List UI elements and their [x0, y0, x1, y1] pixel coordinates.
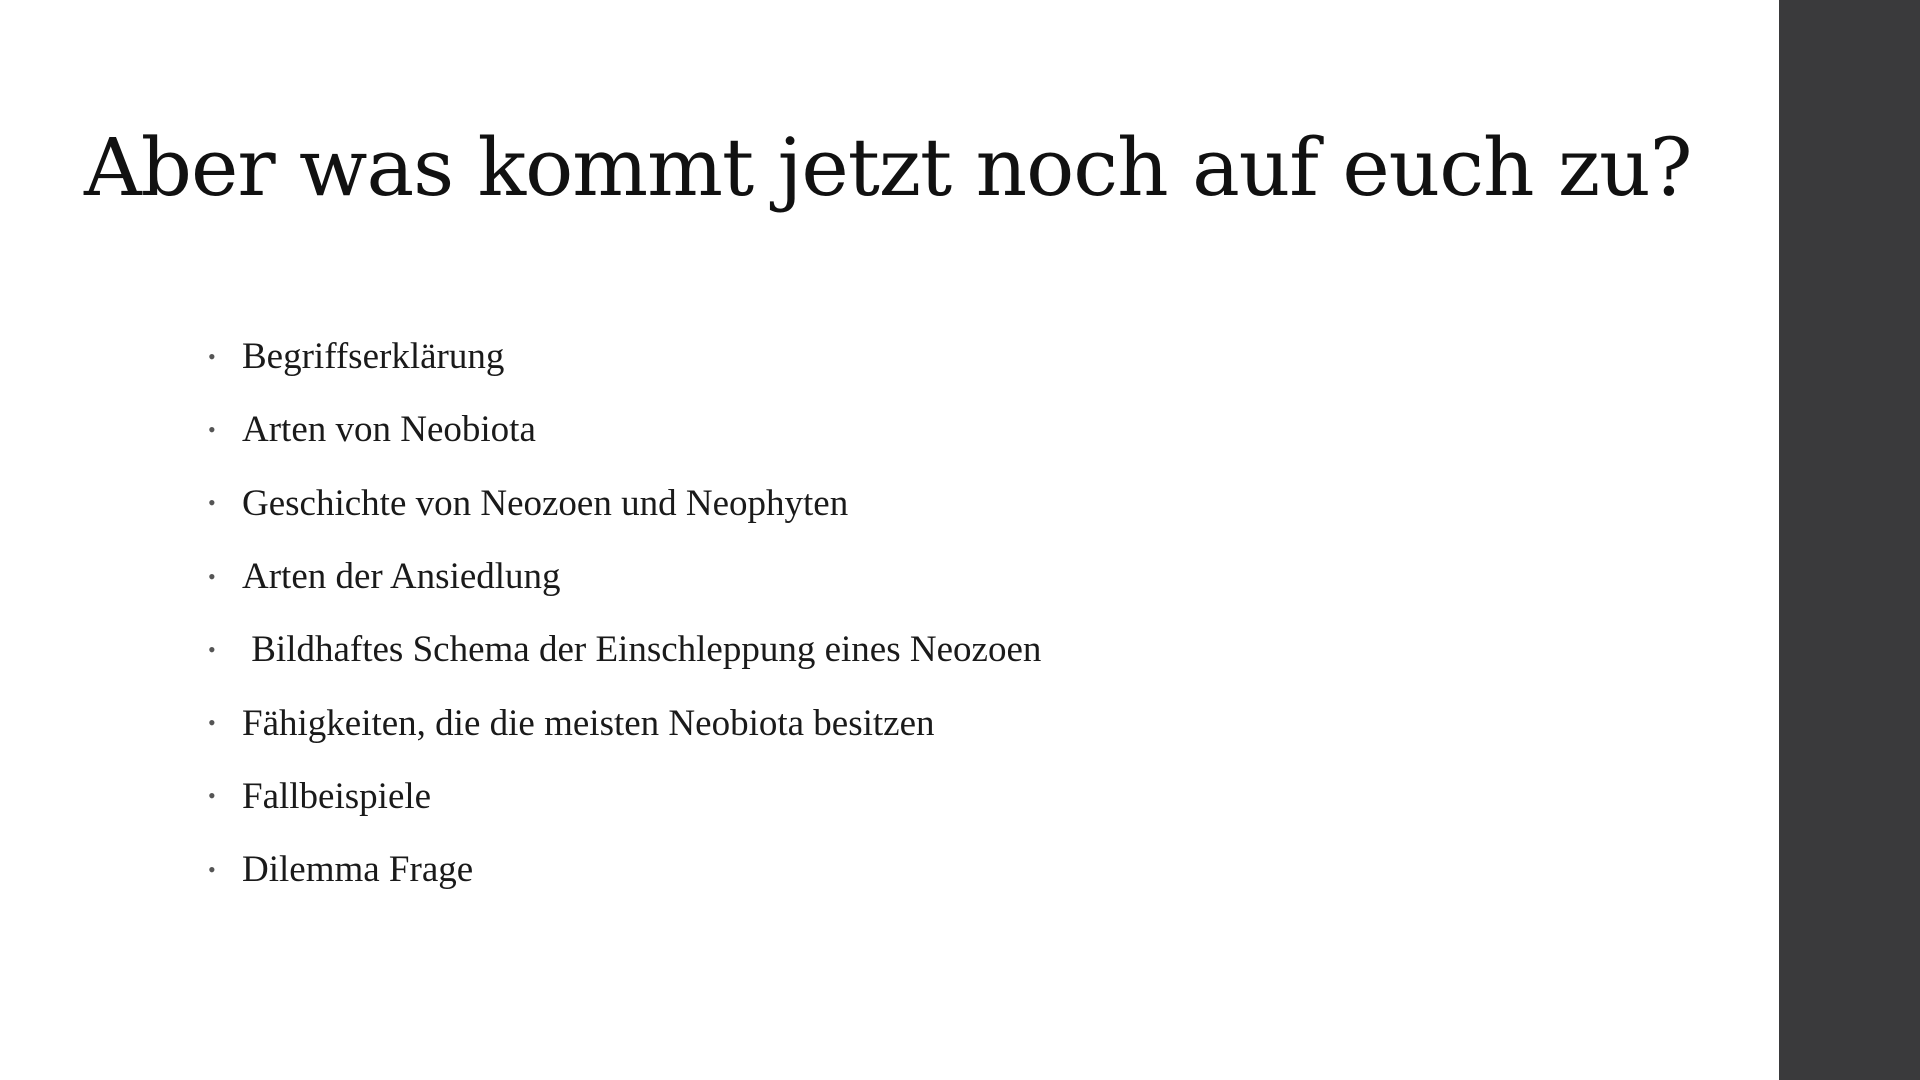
list-item-label: Fähigkeiten, die die meisten Neobiota besitzen [242, 702, 935, 744]
side-band [1779, 0, 1920, 1080]
list-item [208, 833, 1041, 906]
list-item [208, 540, 1041, 613]
bullet-icon: • [208, 490, 216, 516]
bullet-icon: • [208, 343, 216, 369]
bullet-icon: • [208, 636, 216, 662]
list-item-label: Dilemma Frage [242, 849, 474, 891]
list-item [208, 613, 1041, 686]
list-item-label: Begriffserklärung [242, 336, 505, 378]
list-item [208, 467, 1041, 540]
list-item [208, 320, 1041, 393]
bullet-icon: • [208, 856, 216, 882]
list-item-label: Fallbeispiele [242, 775, 432, 817]
bullet-icon: • [208, 710, 216, 736]
list-item-label: Bildhaftes Schema der Einschleppung eines Neozoen [242, 629, 1042, 671]
slide-title: Aber was kommt jetzt noch auf euch zu? [84, 121, 1692, 214]
list-item [208, 393, 1041, 466]
list-item [208, 686, 1041, 759]
bullet-icon: • [208, 563, 216, 589]
bullet-icon: • [208, 783, 216, 809]
list-item-label: Arten von Neobiota [242, 409, 536, 451]
bullet-icon: • [208, 416, 216, 442]
list-item-label: Geschichte von Neozoen und Neophyten [242, 482, 849, 524]
list-item-label: Arten der Ansiedlung [242, 556, 561, 598]
list-item [208, 760, 1041, 833]
agenda-list [208, 320, 1041, 906]
